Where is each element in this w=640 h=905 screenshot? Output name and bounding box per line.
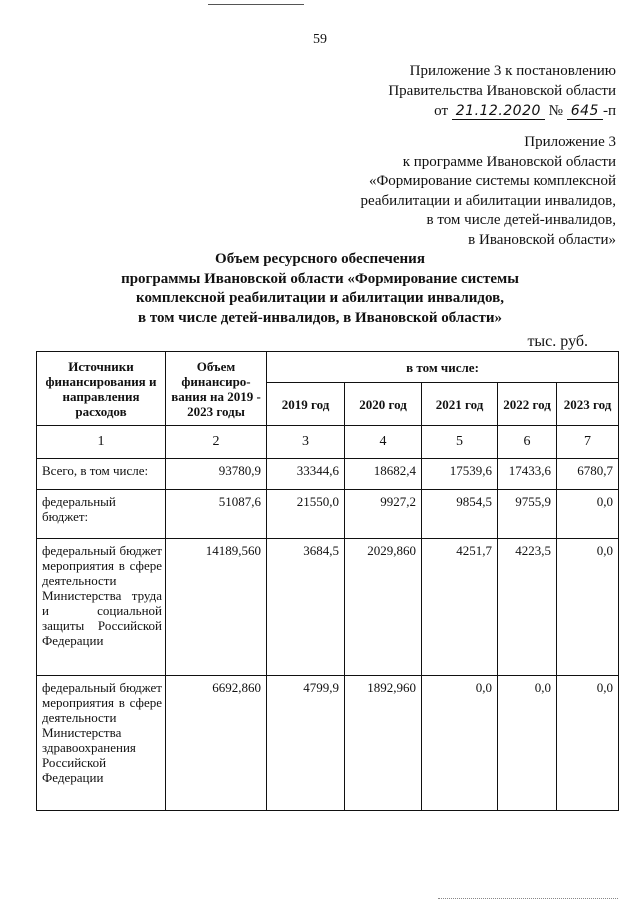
header-year: 2021 год [422,383,498,426]
header-sources: Источники финансирования и направления расходов [37,352,166,426]
table-row-health-ministry [37,676,619,811]
cell-value: 14189,560 [166,539,267,676]
column-number: 2 [166,426,267,459]
column-number-row [37,426,619,459]
table-row-federal [37,490,619,539]
cell-value: 2029,860 [345,539,422,676]
resolution-date: 21.12.2020 [452,103,545,120]
title-line: Объем ресурсного обеспечения [215,251,425,267]
cell-value: 18682,4 [345,459,422,490]
units-label: тыс. руб. [527,333,588,350]
page-number: 59 [313,32,327,47]
resolution-number: 645 [567,103,603,120]
cell-value: 4251,7 [422,539,498,676]
title-line: в том числе детей-инвалидов, в Ивановской области» [138,309,502,326]
header-year: 2020 год [345,383,422,426]
appendix-program-line: реабилитации и абилитации инвалидов, [360,192,616,209]
appendix-program-line: в том числе детей-инвалидов, [426,212,616,228]
cell-value: 6692,860 [166,676,267,811]
appendix-program-line: Приложение 3 [524,134,616,150]
document-title [60,250,580,328]
cell-value: 1892,960 [345,676,422,811]
cell-value: 17539,6 [422,459,498,490]
cell-value: 17433,6 [498,459,557,490]
appendix-resolution-line2: Правительства Ивановской области [388,83,616,99]
cell-value: 0,0 [498,676,557,811]
cell-value: 0,0 [422,676,498,811]
cell-value: 6780,7 [557,459,619,490]
column-number: 5 [422,426,498,459]
cell-value: 3684,5 [267,539,345,676]
row-label: федеральный бюджет мероприятия в сфере деятельности Министерства труда и социальной защиты Российской Федерации [37,539,166,676]
top-rule [208,4,304,5]
cell-value: 0,0 [557,490,619,539]
column-number: 4 [345,426,422,459]
appendix-program-line: в Ивановской области» [468,231,616,248]
from-prefix: от [434,103,448,119]
table-row-total [37,459,619,490]
cell-value: 0,0 [557,539,619,676]
table-row-labor-ministry [37,539,619,676]
cell-value: 33344,6 [267,459,345,490]
header-year: 2022 год [498,383,557,426]
cell-value: 9927,2 [345,490,422,539]
column-number: 3 [267,426,345,459]
cell-value: 4223,5 [498,539,557,676]
cell-value: 9854,5 [422,490,498,539]
title-line: комплексной реабилитации и абилитации инвалидов, [136,290,504,306]
bottom-rule [438,898,618,900]
cell-value: 93780,9 [166,459,267,490]
row-label: Всего, в том числе: [37,459,166,490]
title-line: программы Ивановской области «Формирование системы [121,270,519,287]
cell-value: 51087,6 [166,490,267,539]
row-label: федеральный бюджет мероприятия в сфере деятельности Министерства здравоохранения Российской Федерации [37,676,166,811]
number-prefix: № [548,103,563,119]
number-suffix: -п [602,103,616,119]
column-number: 6 [498,426,557,459]
row-label: федеральный бюджет: [37,490,166,539]
cell-value: 21550,0 [267,490,345,539]
appendix-resolution-line1: Приложение 3 к постановлению [409,63,616,79]
appendix-resolution-block [388,61,616,121]
header-year: 2023 год [557,383,619,426]
appendix-program-line: к программе Ивановской области [402,153,616,170]
column-number: 7 [557,426,619,459]
appendix-program-line: «Формирование системы комплексной [368,173,616,189]
header-including: в том числе: [267,352,619,383]
cell-value: 4799,9 [267,676,345,811]
column-number: 1 [37,426,166,459]
cell-value: 0,0 [557,676,619,811]
appendix-program-block [361,133,616,250]
resource-table [36,351,619,811]
cell-value: 9755,9 [498,490,557,539]
header-volume: Объем финансиро-вания на 2019 - 2023 годы [166,352,267,426]
header-year: 2019 год [267,383,345,426]
appendix-resolution-line3 [388,101,616,121]
